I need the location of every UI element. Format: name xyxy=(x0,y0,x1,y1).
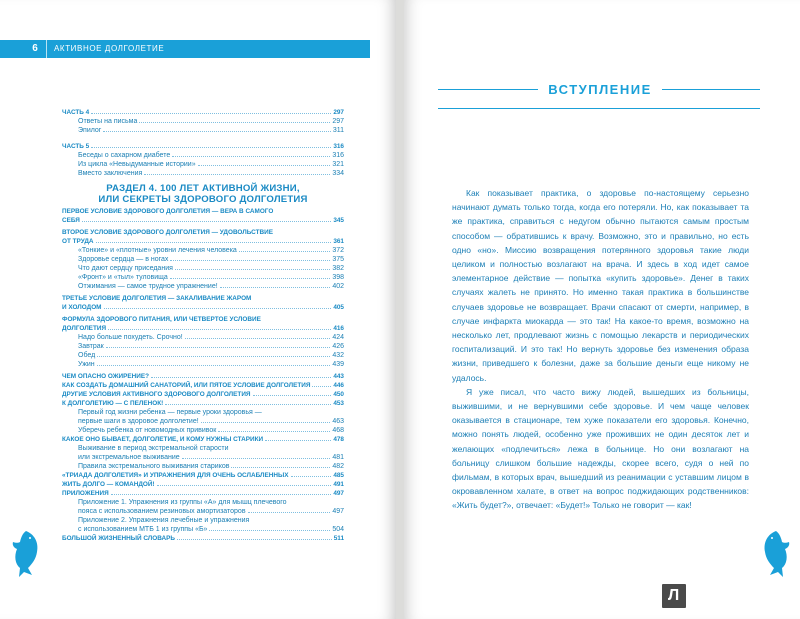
left-page xyxy=(0,0,396,619)
publisher-logo-letter: Л xyxy=(668,587,680,604)
toc-entry: И ХОЛОДОМ 405 xyxy=(62,304,344,311)
toc-entry: Ответы на письма 297 xyxy=(78,118,344,125)
toc-entry: ПРИЛОЖЕНИЯ 497 xyxy=(62,490,344,497)
toc-entry: Обед 432 xyxy=(78,352,344,359)
toc-entry: Беседы о сахарном диабете 316 xyxy=(78,152,344,159)
toc-entry: Из цикла «Невыдуманные истории» 321 xyxy=(78,161,344,168)
toc-entry: Отжимания — самое трудное упражнение! 402 xyxy=(78,283,344,290)
toc-entry: КАКОЕ ОНО БЫВАЕТ, ДОЛГОЛЕТИЕ, И КОМУ НУЖНЫ СТАРИКИ 478 xyxy=(62,436,344,443)
toc-entry: первые шаги в здоровое долголетие! 463 xyxy=(78,418,344,425)
dolphin-icon xyxy=(6,528,46,580)
chapter-body xyxy=(452,186,749,513)
toc-entry-line: Приложение 2. Упражнения лечебные и упражнения xyxy=(78,517,250,524)
toc-entry: Вместо заключения 334 xyxy=(78,170,344,177)
toc-entry: ДОЛГОЛЕТИЯ 416 xyxy=(62,325,344,332)
paragraph: Я уже писал, что часто вижу людей, вышедших из больницы, выжившими, и не вернувшими себе здоровье. И чем чаще человек оказывается в стационаре, тем хуже показатели его здоровья. Конечно, можно понять людей, особенно уже проживших не один десяток лет и желающих «подлечиться» лежа в больнице. Но они возлагают на больницу слишком большие надежды, скорее всего, судя о ней по фильмам, в которых врач, вышедший из реанимации с уставшим лицом в окровавленном халате, в ответ на вопрос поджидающих родственников: «Жить будет?», отвечает: «Будет!» Только не говорит — как! xyxy=(452,386,749,511)
toc-entry: ЧЕМ ОПАСНО ОЖИРЕНИЕ? 443 xyxy=(62,373,344,380)
toc-entry-line: ВТОРОЕ УСЛОВИЕ ЗДОРОВОГО ДОЛГОЛЕТИЯ — УДОВОЛЬСТВИЕ xyxy=(62,229,273,236)
toc-entry: Здоровье сердца — в ногах 375 xyxy=(78,256,344,263)
toc-entry: «Фронт» и «тыл» туловища 398 xyxy=(78,274,344,281)
page-number: 6 xyxy=(32,43,38,54)
toc-entry: или экстремальное выживание 481 xyxy=(78,454,344,461)
title-rule-bottom xyxy=(438,108,760,109)
toc-entry: ОТ ТРУДА 361 xyxy=(62,238,344,245)
toc-entry: Уберечь ребенка от новомодных прививок 468 xyxy=(78,427,344,434)
toc-entry: Завтрак 426 xyxy=(78,343,344,350)
header-separator xyxy=(46,40,47,58)
toc-entry: пояса с использованием резиновых амортизаторов 497 xyxy=(78,508,344,515)
toc-entry-line: ТРЕТЬЕ УСЛОВИЕ ДОЛГОЛЕТИЯ — ЗАКАЛИВАНИЕ ЖАРОМ xyxy=(62,295,252,302)
toc-entry-line: ФОРМУЛА ЗДОРОВОГО ПИТАНИЯ, ИЛИ ЧЕТВЕРТОЕ УСЛОВИЕ xyxy=(62,316,261,323)
toc-entry: с использованием МТБ 1 из группы «Б» 504 xyxy=(78,526,344,533)
toc-entry: СЕБЯ 345 xyxy=(62,217,344,224)
toc-entry-line: Выживание в период экстремальной старости xyxy=(78,445,229,452)
running-header-title: АКТИВНОЕ ДОЛГОЛЕТИЕ xyxy=(54,44,165,53)
toc-entry: ДРУГИЕ УСЛОВИЯ АКТИВНОГО ЗДОРОВОГО ДОЛГОЛЕТИЯ 450 xyxy=(62,391,344,398)
paragraph: Как показывает практика, о здоровье по-настоящему серьезно начинают думать только тогда, когда его потеряли. Но, как показывает та же практика, справиться с недугом обычно пытаются самым простым способом — обратившись к врачу. Возможно, это и правильно, но есть одно «но». Миссию возвращения потерянного здоровья такие люди целиком и полностью возлагают на врача. И здесь в ход идет самое элементарное действие — попытка «купить здоровье». Денег в таких случаях жалеть не принято. Но именно такая практика в большинстве случаев здоровье не возвращает. Врачи спасают от смерти, например, в случае инфаркта миокарда — это так! На какое-то время, возможно на несколько лет, продлевают жизнь с помощью лекарств и периодических госпитализаций. И это так! Но вернуть здоровье без изменения образа жизни, приведшего к болезни, даже за большие деньги еще никому не удалось. xyxy=(452,188,749,383)
toc-entry: Эпилог 311 xyxy=(78,127,344,134)
toc-entry-line: Приложение 1. Упражнения из группы «А» для мышц плечевого xyxy=(78,499,287,506)
chapter-title: ВСТУПЛЕНИЕ xyxy=(538,82,662,98)
toc-entry-line: ПЕРВОЕ УСЛОВИЕ ЗДОРОВОГО ДОЛГОЛЕТИЯ — ВЕРА В САМОГО xyxy=(62,208,274,215)
toc-entry: ЧАСТЬ 5 316 xyxy=(62,143,344,150)
toc-entry: Надо больше похудеть. Срочно! 424 xyxy=(78,334,344,341)
table-of-contents xyxy=(62,108,344,543)
toc-entry: БОЛЬШОЙ ЖИЗНЕННЫЙ СЛОВАРЬ 511 xyxy=(62,535,344,542)
toc-entry: ЖИТЬ ДОЛГО — КОМАНДОЙ! 491 xyxy=(62,481,344,488)
book-gutter xyxy=(396,0,404,619)
toc-entry: Что дают сердцу приседания 382 xyxy=(78,265,344,272)
toc-entry: Правила экстремального выживания стариков 482 xyxy=(78,463,344,470)
toc-entry: «Тонкие» и «плотные» уровни лечения человека 372 xyxy=(78,247,344,254)
toc-entry: ЧАСТЬ 4 297 xyxy=(62,109,344,116)
toc-entry: К ДОЛГОЛЕТИЮ — С ПЕЛЕНОК! 453 xyxy=(62,400,344,407)
toc-entry: КАК СОЗДАТЬ ДОМАШНИЙ САНАТОРИЙ, ИЛИ ПЯТОЕ УСЛОВИЕ ДОЛГОЛЕТИЯ 446 xyxy=(62,382,344,389)
dolphin-icon xyxy=(756,528,796,580)
toc-entry-line: Первый год жизни ребенка — первые уроки здоровья — xyxy=(78,409,262,416)
toc-entry: Ужин 439 xyxy=(78,361,344,368)
toc-entry: «ТРИАДА ДОЛГОЛЕТИЯ» И УПРАЖНЕНИЯ ДЛЯ ОЧЕНЬ ОСЛАБЛЕННЫХ 485 xyxy=(62,472,344,479)
section-title: РАЗДЕЛ 4. 100 ЛЕТ АКТИВНОЙ ЖИЗНИ, ИЛИ СЕКРЕТЫ ЗДОРОВОГО ДОЛГОЛЕТИЯ xyxy=(98,183,308,205)
